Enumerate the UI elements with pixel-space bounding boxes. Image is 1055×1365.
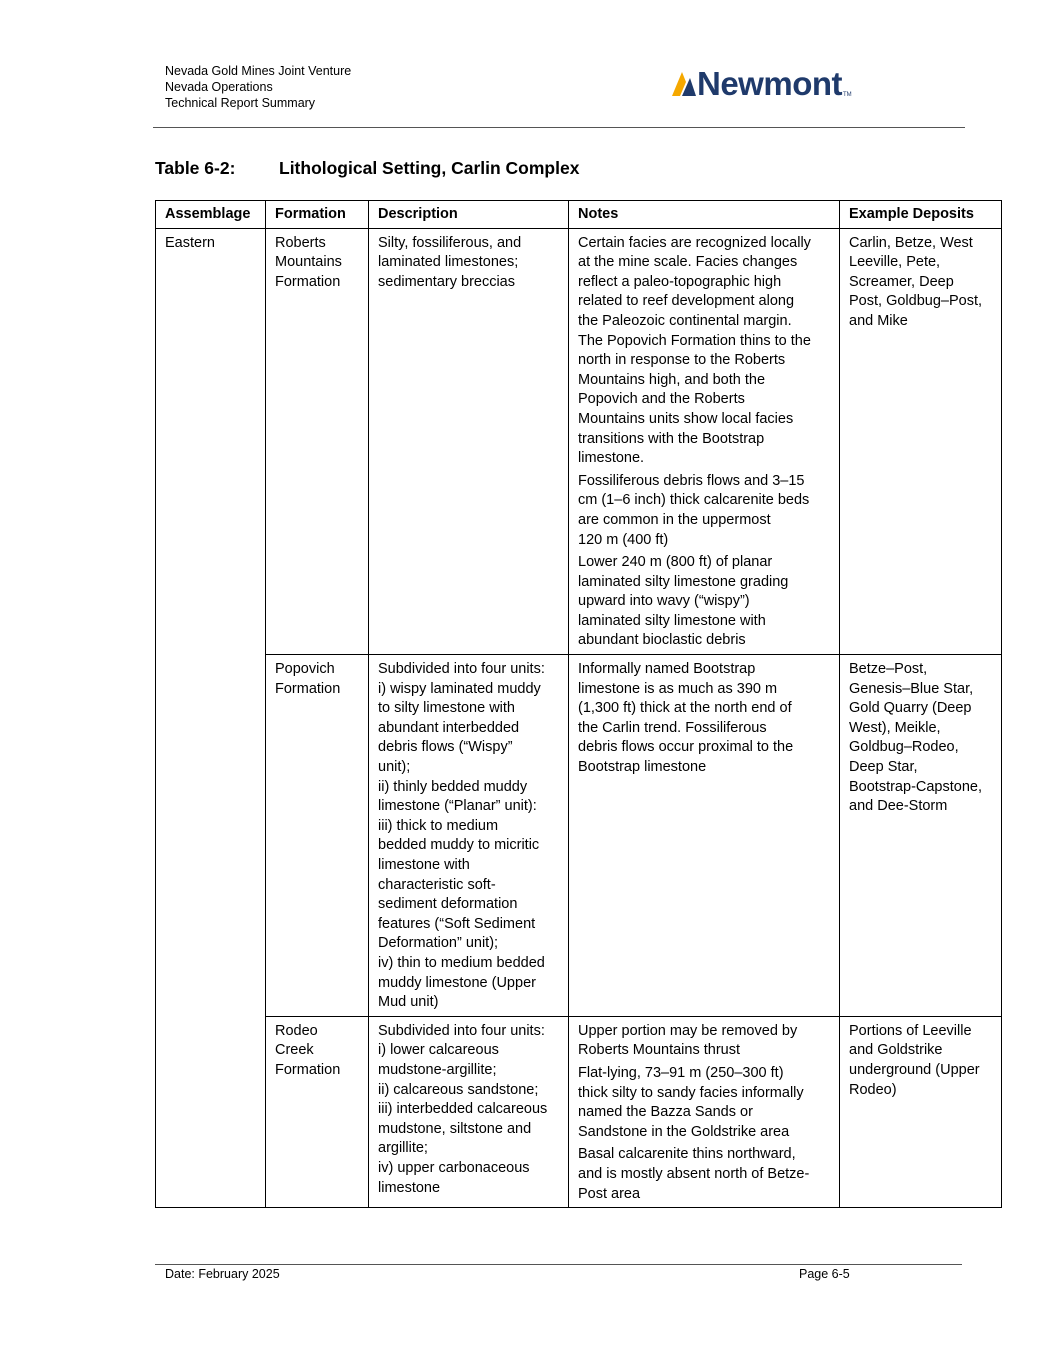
assemblage-cell <box>156 655 266 1017</box>
notes-paragraph: Certain facies are recognized locally at the mine scale. Facies changes reflect a paleo-topographic high related to reef development along the Paleozoic continental margin. The Popovich Formation thins to the north in response to the Roberts Mountains high, and both the Popovich and the Roberts Mountains units show local facies transitions with the Bootstrap limestone. <box>578 234 811 467</box>
table-title: Lithological Setting, Carlin Complex <box>279 158 580 178</box>
description-cell: Subdivided into four units: i) lower calcareous mudstone-argillite; ii) calcareous sandstone; iii) interbedded calcareous mudstone, siltstone and argillite; iv) upper carbonaceous limestone <box>369 1016 569 1207</box>
header-line-operations: Nevada Operations <box>165 80 273 94</box>
column-header-description: Description <box>369 201 569 229</box>
column-header-example-deposits: Example Deposits <box>840 201 1002 229</box>
logo-trademark: TM <box>843 92 852 98</box>
deposits-cell: Portions of Leeville and Goldstrike underground (Upper Rodeo) <box>840 1016 1002 1207</box>
description-cell: Silty, fossiliferous, and laminated limestones; sedimentary breccias <box>369 228 569 654</box>
footer-divider <box>155 1264 962 1265</box>
newmont-logo <box>670 66 852 100</box>
table-row <box>156 655 1002 1017</box>
formation-cell: Roberts Mountains Formation <box>266 228 369 654</box>
notes-paragraph: Lower 240 m (800 ft) of planar laminated silty limestone grading upward into wavy (“wispy”) laminated silty limestone with abundant bioclastic debris <box>578 554 789 649</box>
column-header-formation: Formation <box>266 201 369 229</box>
deposits-cell: Betze–Post, Genesis–Blue Star, Gold Quarry (Deep West), Meikle, Goldbug–Rodeo, Deep Star, Bootstrap-Capstone, and Dee-Storm <box>840 655 1002 1017</box>
notes-cell <box>569 655 840 1017</box>
notes-paragraph: Informally named Bootstrap limestone is as much as 390 m (1,300 ft) thick at the north end of the Carlin trend. Fossiliferous debris flows occur proximal to the Bootstrap limestone <box>578 661 794 776</box>
table-header-row <box>156 201 1002 229</box>
lithology-table <box>155 200 1002 1208</box>
description-cell: Subdivided into four units: i) wispy laminated muddy to silty limestone with abundant interbedded debris flows (“Wispy” unit); ii) thinly bedded muddy limestone (“Planar” unit): iii) thick to medium bedded muddy to micritic limestone with characteristic soft- sediment deformation features (“Soft Sediment Deformation” unit); iv) thin to medium bedded muddy limestone (Upper Mud unit) <box>369 655 569 1017</box>
report-header <box>165 63 351 111</box>
footer-date: Date: February 2025 <box>165 1267 280 1281</box>
notes-paragraph: Basal calcarenite thins northward, and is mostly absent north of Betze- Post area <box>578 1146 810 1202</box>
assemblage-cell <box>156 1016 266 1207</box>
header-line-company: Nevada Gold Mines Joint Venture <box>165 64 352 78</box>
header-line-report: Technical Report Summary <box>165 96 316 110</box>
table-row <box>156 228 1002 654</box>
notes-cell <box>569 228 840 654</box>
formation-cell: Popovich Formation <box>266 655 369 1017</box>
assemblage-cell: Eastern <box>156 228 266 654</box>
column-header-notes: Notes <box>569 201 840 229</box>
formation-cell: Rodeo Creek Formation <box>266 1016 369 1207</box>
deposits-cell: Carlin, Betze, West Leeville, Pete, Screamer, Deep Post, Goldbug–Post, and Mike <box>840 228 1002 654</box>
notes-paragraph: Flat-lying, 73–91 m (250–300 ft) thick silty to sandy facies informally named the Bazza Sands or Sandstone in the Goldstrike area <box>578 1064 804 1140</box>
table-row <box>156 1016 1002 1207</box>
table-caption <box>155 158 579 179</box>
logo-wordmark: Newmont <box>697 65 842 102</box>
column-header-assemblage: Assemblage <box>156 201 266 229</box>
footer-page-number: Page 6-5 <box>799 1267 850 1281</box>
table-number: Table 6-2: <box>155 158 236 178</box>
newmont-logo-mark-icon <box>670 66 700 100</box>
header-divider <box>153 127 965 128</box>
notes-paragraph: Upper portion may be removed by Roberts Mountains thrust <box>578 1022 798 1059</box>
notes-paragraph: Fossiliferous debris flows and 3–15 cm (1–6 inch) thick calcarenite beds are common in the uppermost 120 m (400 ft) <box>578 472 810 548</box>
notes-cell <box>569 1016 840 1207</box>
